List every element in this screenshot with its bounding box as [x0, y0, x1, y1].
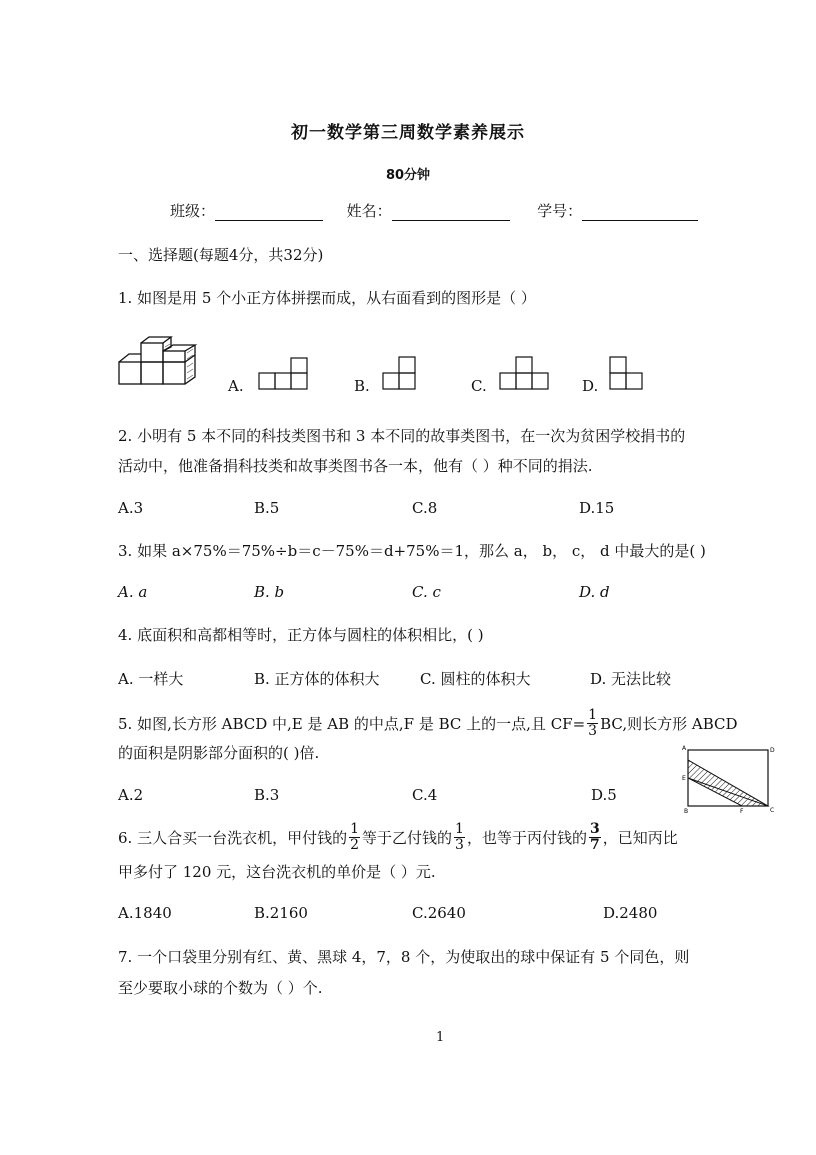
name-label: 姓名： — [346, 202, 392, 220]
q4-option-d[interactable]: D. 无法比较 — [590, 670, 672, 688]
question-6-line2: 甲多付了 120 元，这台洗衣机的单价是（ ）元. — [118, 863, 436, 881]
q5-option-b[interactable]: B.3 — [254, 786, 280, 804]
q6-fraction-3 — [589, 822, 601, 854]
q5-frac-num: 1 — [588, 707, 598, 723]
id-label: 学号： — [537, 202, 583, 220]
section-heading: 一、选择题(每题4分，共32分) — [118, 246, 324, 264]
page-title: 初一数学第三周数学素养展示 — [291, 123, 525, 143]
q2-option-d[interactable]: D.15 — [579, 499, 615, 517]
q6-frac1-den: 2 — [350, 837, 360, 854]
name-field[interactable] — [392, 206, 510, 221]
q3-option-d[interactable]: D. d — [579, 583, 610, 601]
question-6-line1 — [118, 822, 678, 854]
q5-option-d[interactable]: D.5 — [591, 786, 617, 804]
class-field[interactable] — [215, 206, 323, 221]
question-3: 3. 如果 a×75%＝75%÷b＝c－75%＝d+75%＝1，那么 a， b， c， d 中最大的是( ) — [118, 542, 706, 560]
q2-option-b[interactable]: B.5 — [254, 499, 280, 517]
q6-text-4: ，已知丙比 — [602, 829, 678, 848]
question-5-line2: 的面积是阴影部分面积的( )倍. — [118, 744, 320, 762]
fig-label-f: F — [740, 808, 744, 814]
q5-fraction — [587, 708, 598, 740]
q6-text-2: 等于乙付钱的 — [362, 829, 453, 848]
q1-option-d-figure[interactable] — [609, 356, 645, 390]
question-2-line2: 活动中，他准备捐科技类和故事类图书各一本，他有（ ）种不同的捐法. — [118, 457, 593, 475]
q6-frac2-den: 3 — [455, 837, 464, 854]
q4-option-a[interactable]: A. 一样大 — [118, 670, 184, 688]
q3-option-a[interactable]: A. a — [118, 583, 148, 601]
q1-option-b-figure[interactable] — [382, 356, 416, 390]
q1-option-a-figure[interactable] — [258, 357, 308, 391]
q2-option-a[interactable]: A.3 — [118, 499, 144, 517]
question-1: 1. 如图是用 5 个小正方体拼摆而成，从右面看到的图形是（ ） — [118, 289, 536, 307]
q6-option-a[interactable]: A.1840 — [118, 904, 172, 922]
page-number: 1 — [436, 1030, 445, 1045]
fig-label-c: C — [770, 807, 775, 814]
q4-option-b[interactable]: B. 正方体的体积大 — [254, 670, 380, 688]
fig-label-a: A — [682, 745, 687, 752]
q6-option-c[interactable]: C.2640 — [412, 904, 466, 922]
q1-option-a-label[interactable]: A. — [228, 377, 244, 395]
fig-label-e: E — [682, 775, 686, 782]
q6-frac2-num: 1 — [455, 821, 464, 837]
q5-option-c[interactable]: C.4 — [412, 786, 438, 804]
question-4: 4. 底面积和高都相等时，正方体与圆柱的体积相比，( ) — [118, 626, 484, 644]
q6-text-1: 6. 三人合买一台洗衣机，甲付钱的 — [118, 829, 348, 848]
q1-option-b-label[interactable]: B. — [354, 377, 370, 395]
q2-option-c[interactable]: C.8 — [412, 499, 438, 517]
id-field[interactable] — [582, 206, 698, 221]
q5-text-post: BC,则长方形 ABCD — [600, 715, 738, 734]
q1-option-d-label[interactable]: D. — [582, 377, 599, 395]
q3-option-b[interactable]: B. b — [254, 583, 285, 601]
rectangle-abcd-figure — [680, 742, 780, 814]
fig-label-d: D — [770, 747, 775, 754]
q5-option-a[interactable]: A.2 — [118, 786, 144, 804]
q6-option-b[interactable]: B.2160 — [254, 904, 308, 922]
duration: 80分钟 — [385, 168, 431, 183]
q6-text-3: ，也等于丙付钱的 — [466, 829, 587, 848]
student-info-row — [170, 200, 698, 221]
q6-option-d[interactable]: D.2480 — [603, 904, 658, 922]
q3-option-c[interactable]: C. c — [412, 583, 441, 601]
q6-frac3-num: 3 — [589, 821, 600, 837]
q1-option-c-label[interactable]: C. — [471, 377, 487, 395]
class-label: 班级： — [170, 202, 216, 220]
fig-label-b: B — [684, 808, 689, 814]
q4-option-c[interactable]: C. 圆柱的体积大 — [420, 670, 531, 688]
q6-frac1-num: 1 — [350, 821, 360, 837]
question-7-line1: 7. 一个口袋里分别有红、黄、黑球 4，7，8 个，为使取出的球中保证有 5 个同色，则 — [118, 948, 690, 966]
question-7-line2: 至少要取小球的个数为（ ）个. — [118, 979, 323, 997]
question-2-line1: 2. 小明有 5 本不同的科技类图书和 3 本不同的故事类图书，在一次为贫困学校捐书的 — [118, 427, 686, 445]
q5-frac-den: 3 — [588, 723, 598, 740]
q6-frac3-den: 7 — [589, 837, 600, 854]
q6-fraction-2 — [454, 822, 465, 854]
q6-fraction-1 — [349, 822, 360, 854]
q5-text-pre: 5. 如图,长方形 ABCD 中,E 是 AB 的中点,F 是 BC 上的一点,且 CF= — [118, 715, 586, 734]
question-5-line1 — [118, 708, 738, 740]
cube-stack-figure — [117, 335, 209, 391]
q1-option-c-figure[interactable] — [499, 356, 549, 390]
